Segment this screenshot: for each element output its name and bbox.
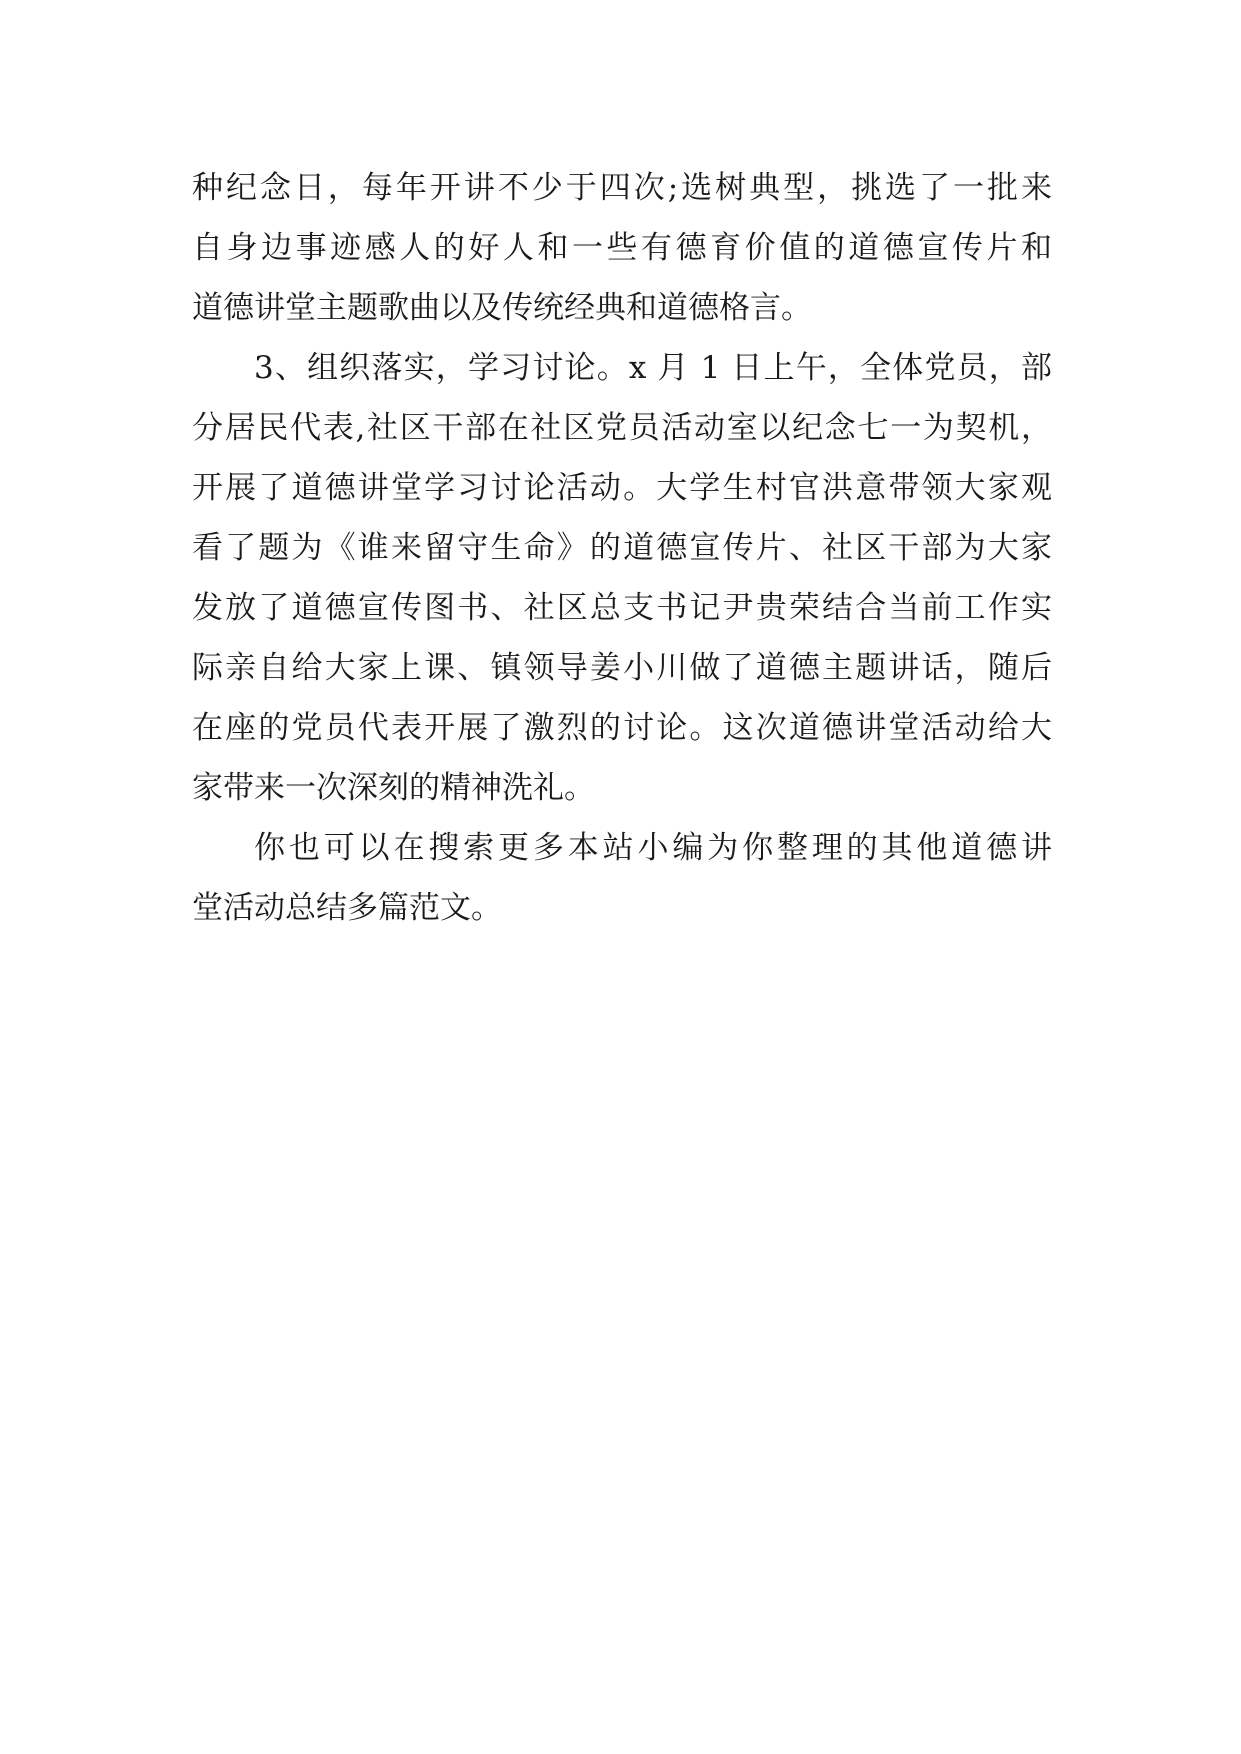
paragraph-line: 家带来一次深刻的精神洗礼。 xyxy=(192,770,595,806)
paragraph-line: 际亲自给大家上课、镇领导姜小川做了道德主题讲话，随后 xyxy=(192,650,1052,686)
paragraph-line: 看了题为《谁来留守生命》的道德宣传片、社区干部为大家 xyxy=(192,530,1052,566)
paragraph-line: 开展了道德讲堂学习讨论活动。大学生村官洪意带领大家观 xyxy=(192,470,1052,506)
paragraph-line: 发放了道德宣传图书、社区总支书记尹贵荣结合当前工作实 xyxy=(192,590,1052,626)
paragraph-line: 自身边事迹感人的好人和一些有德育价值的道德宣传片和 xyxy=(192,230,1052,266)
paragraph-line: 分居民代表,社区干部在社区党员活动室以纪念七一为契机， xyxy=(192,410,1052,446)
paragraph-line: 堂活动总结多篇范文。 xyxy=(192,890,502,926)
paragraph-line: 你也可以在搜索更多本站小编为你整理的其他道德讲 xyxy=(254,830,1052,866)
paragraph-line: 道德讲堂主题歌曲以及传统经典和道德格言。 xyxy=(192,290,812,326)
paragraph-line: 种纪念日，每年开讲不少于四次;选树典型，挑选了一批来 xyxy=(192,170,1052,206)
paragraph-line: 3、组织落实，学习讨论。x 月 1 日上午，全体党员，部 xyxy=(254,350,1052,386)
paragraph-line: 在座的党员代表开展了激烈的讨论。这次道德讲堂活动给大 xyxy=(192,710,1052,746)
